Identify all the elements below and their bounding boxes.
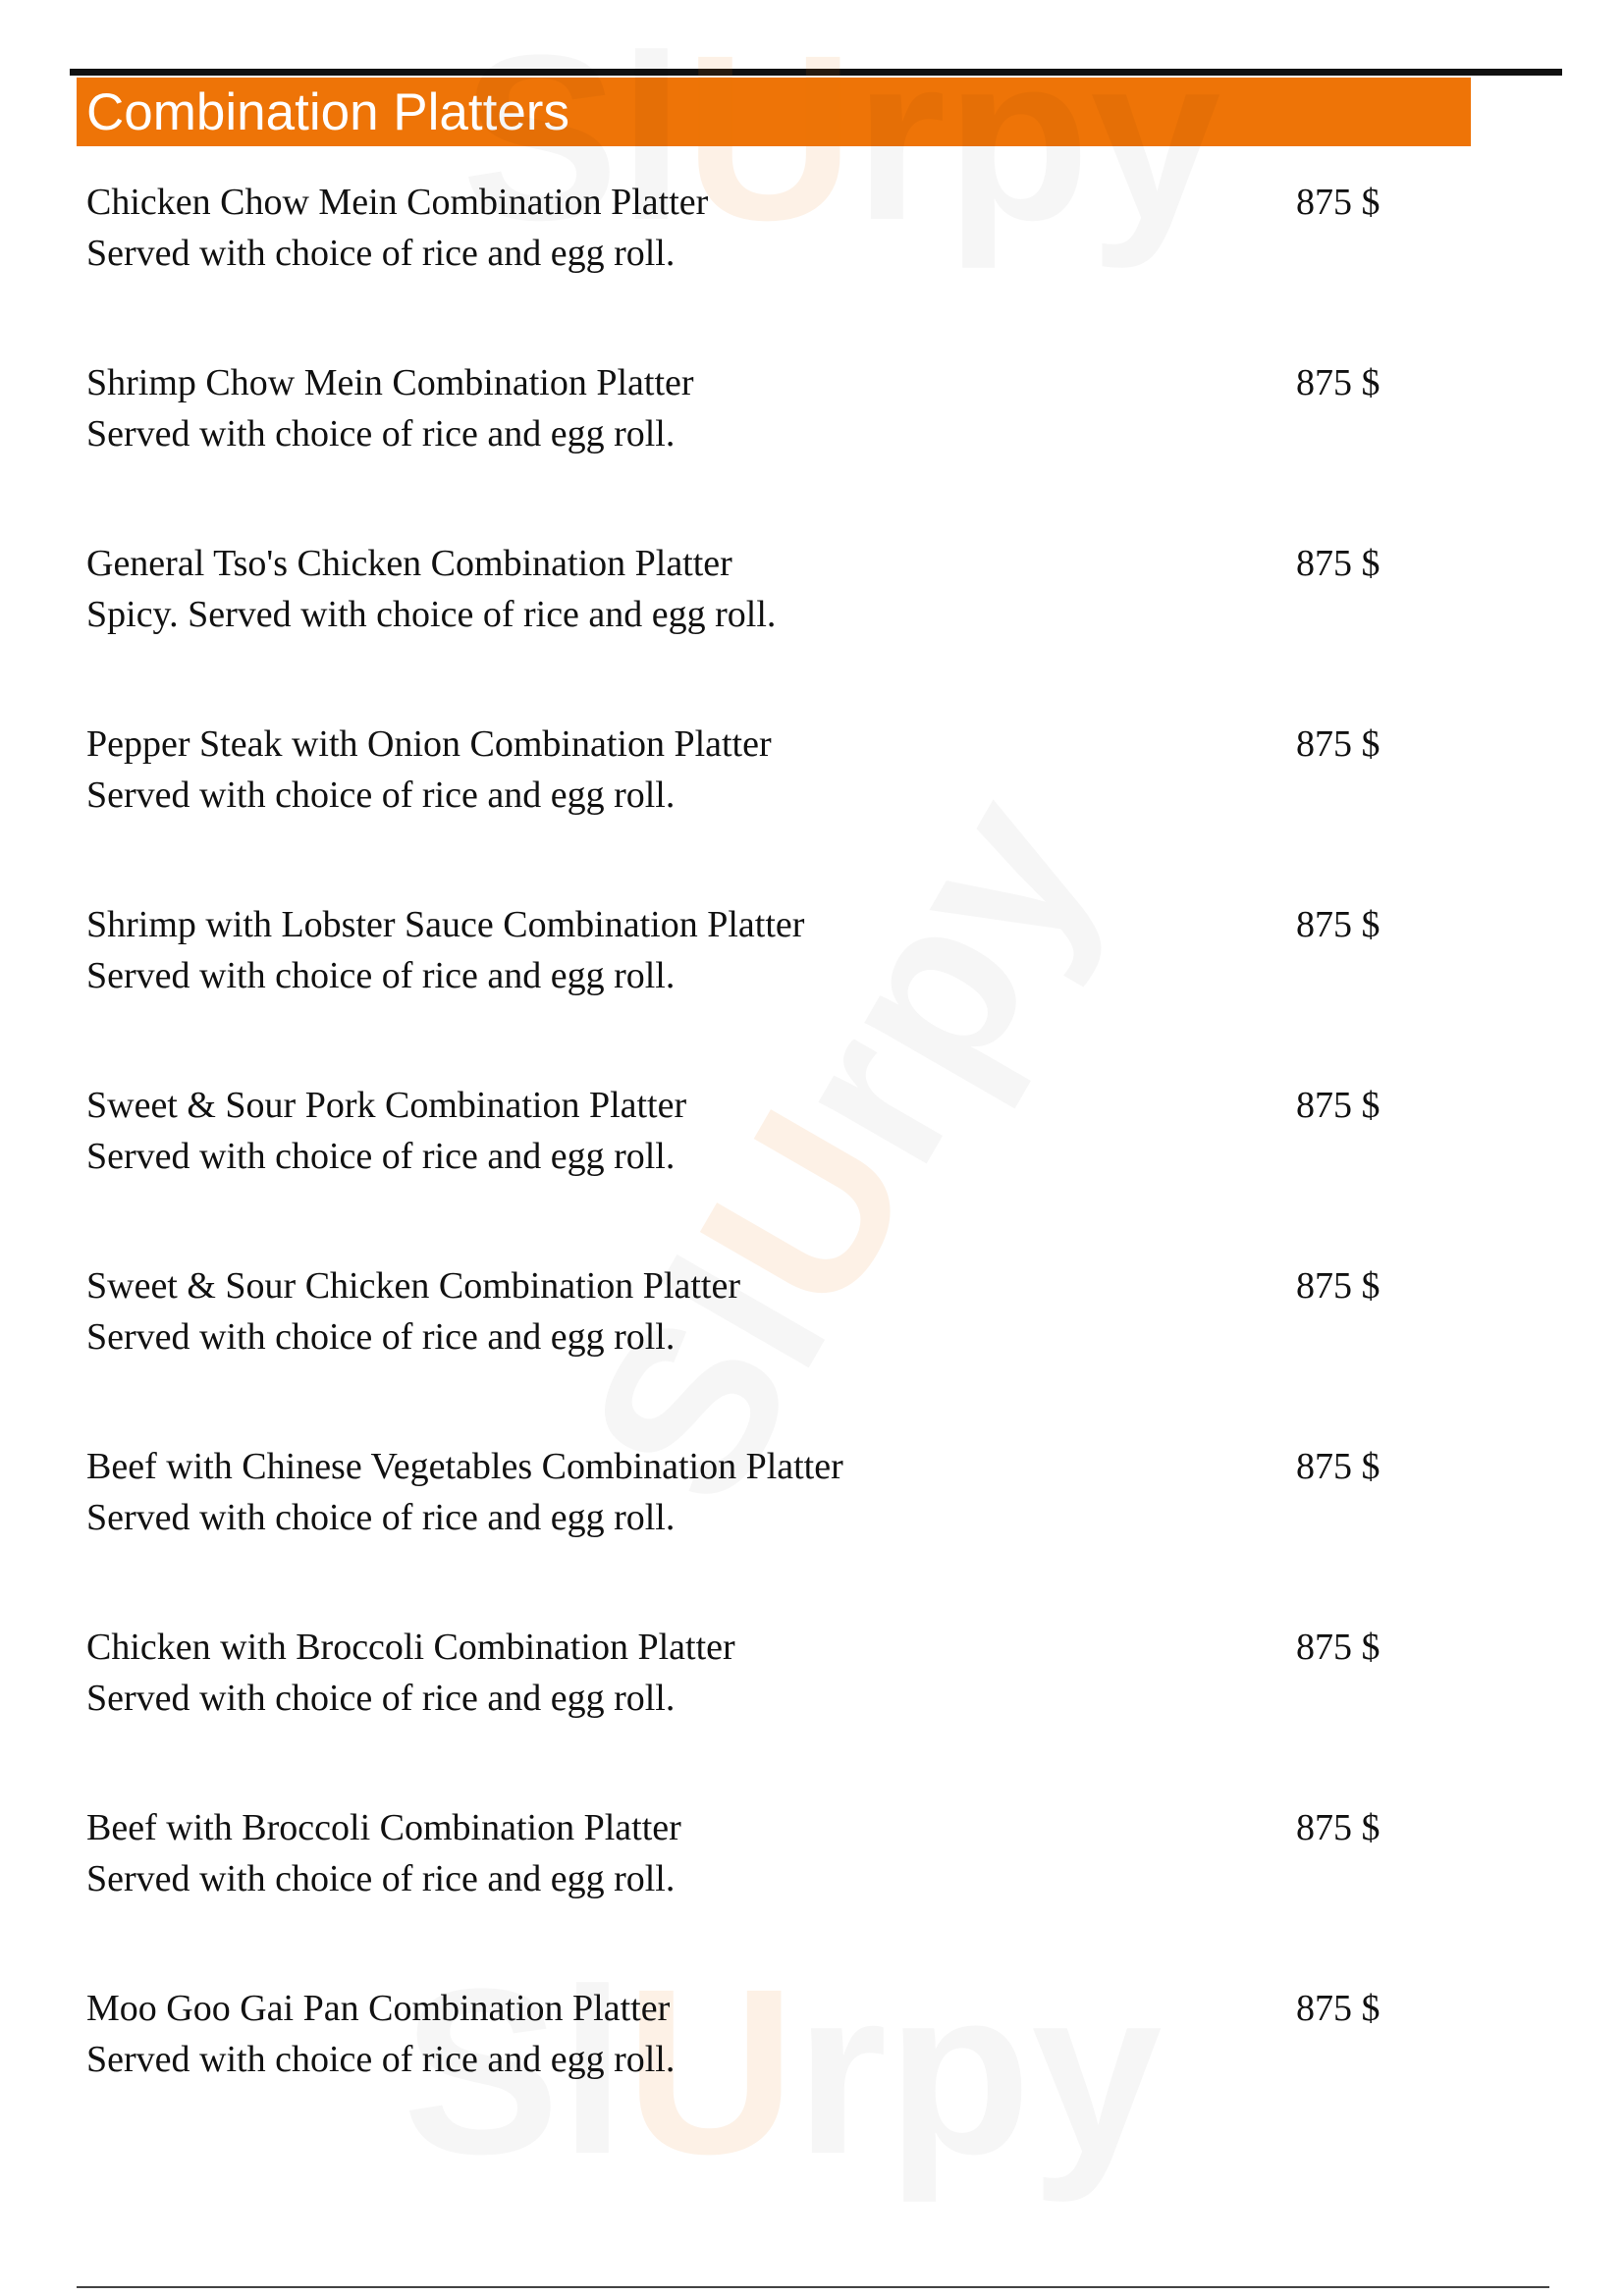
bottom-divider	[77, 2286, 1549, 2288]
menu-item-name: General Tso's Chicken Combination Platter	[86, 543, 732, 584]
menu-item	[86, 1802, 1392, 1983]
menu-item-description: Served with choice of rice and egg roll.	[86, 955, 676, 996]
menu-item	[86, 357, 1392, 538]
menu-item-price: 875 $	[1296, 904, 1380, 945]
menu-item	[86, 899, 1392, 1080]
menu-item-list	[86, 177, 1392, 2163]
menu-item-name: Sweet & Sour Pork Combination Platter	[86, 1085, 687, 1126]
menu-item-price: 875 $	[1296, 1627, 1380, 1668]
menu-item	[86, 177, 1392, 357]
menu-item-description: Served with choice of rice and egg roll.	[86, 774, 676, 816]
menu-item-description: Spicy. Served with choice of rice and egg roll.	[86, 594, 777, 635]
menu-item-price: 875 $	[1296, 182, 1380, 223]
menu-item-name: Moo Goo Gai Pan Combination Platter	[86, 1988, 671, 2029]
menu-item-price: 875 $	[1296, 1265, 1380, 1307]
menu-item-price: 875 $	[1296, 543, 1380, 584]
menu-item-price: 875 $	[1296, 723, 1380, 765]
menu-item-description: Served with choice of rice and egg roll.	[86, 1858, 676, 1899]
top-divider	[70, 69, 1562, 76]
menu-item-description: Served with choice of rice and egg roll.	[86, 2039, 676, 2080]
menu-item-name: Sweet & Sour Chicken Combination Platter	[86, 1265, 740, 1307]
menu-item	[86, 1622, 1392, 1802]
menu-item-price: 875 $	[1296, 1085, 1380, 1126]
menu-item-price: 875 $	[1296, 1807, 1380, 1848]
menu-item	[86, 538, 1392, 719]
menu-item-price: 875 $	[1296, 1446, 1380, 1487]
section-title: Combination Platters	[86, 82, 569, 141]
menu-item-name: Pepper Steak with Onion Combination Platter	[86, 723, 772, 765]
section-header	[77, 78, 1471, 146]
menu-item-price: 875 $	[1296, 362, 1380, 403]
watermark-logo: U	[624, 1940, 796, 2203]
menu-item-name: Chicken with Broccoli Combination Platter	[86, 1627, 735, 1668]
menu-item-name: Chicken Chow Mein Combination Platter	[86, 182, 709, 223]
menu-item	[86, 1260, 1392, 1441]
watermark-logo: U	[648, 1071, 962, 1351]
menu-item-description: Served with choice of rice and egg roll.	[86, 1497, 676, 1538]
menu-item-name: Shrimp Chow Mein Combination Platter	[86, 362, 694, 403]
menu-item	[86, 719, 1392, 899]
menu-item-name: Beef with Chinese Vegetables Combination Platter	[86, 1446, 843, 1487]
menu-item-name: Beef with Broccoli Combination Platter	[86, 1807, 681, 1848]
menu-item	[86, 1983, 1392, 2163]
menu-item	[86, 1080, 1392, 1260]
menu-item	[86, 1441, 1392, 1622]
menu-item-price: 875 $	[1296, 1988, 1380, 2029]
menu-item-description: Served with choice of rice and egg roll.	[86, 413, 676, 454]
menu-item-description: Served with choice of rice and egg roll.	[86, 1678, 676, 1719]
menu-item-description: Served with choice of rice and egg roll.	[86, 1136, 676, 1177]
menu-item-description: Served with choice of rice and egg roll.	[86, 233, 676, 274]
menu-item-description: Served with choice of rice and egg roll.	[86, 1316, 676, 1358]
menu-item-name: Shrimp with Lobster Sauce Combination Platter	[86, 904, 805, 945]
